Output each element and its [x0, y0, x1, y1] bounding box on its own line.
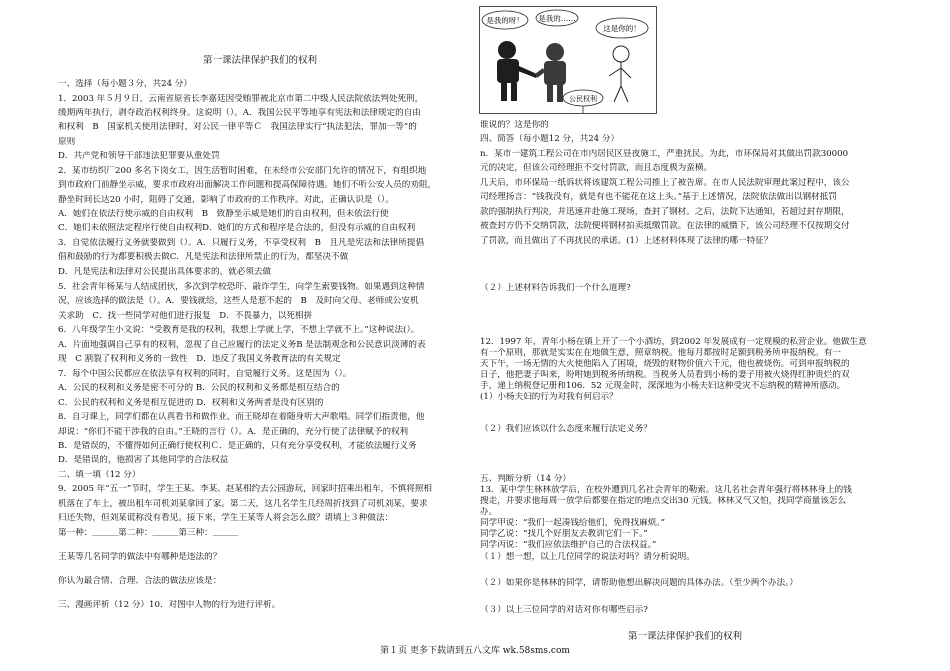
page-footer: 第１页 更多下载请到五八文库 wk.58sms.com: [380, 646, 570, 656]
question-line: 手，递上纳税登记册和106．52 元现金时，深深地为小杨夫妇这种受灾不忘纳税的精神所感动。: [480, 381, 846, 391]
question-line: 3．自觉依法履行义务就要做到（）。A．只履行义务，不享受权利 B 且凡是宪法和法律所提倡: [58, 238, 425, 248]
section-heading-fill: 二、填一填（12 分）: [58, 470, 141, 480]
question-line: 被查封方仍不交纳罚款，法院便将钢材拍卖抵缴罚款。在法律的威慑下，该公司经理不仅按期交付: [480, 221, 850, 231]
question-line: 办。: [480, 507, 498, 517]
page-title: 第一课法律保护我们的权利: [203, 55, 318, 66]
question-line: 13．某中学生林林放学后，在校外遭到几名社会青年的勒索。这几名社会青年强行将林林身上的钱: [480, 485, 852, 495]
question-line: （１）想一想，以上几位同学的说法对吗？请分析说明。: [480, 552, 695, 562]
question-line: 6．八年级学生小文说：“受教育是我的权利，我想上学就上学，不想上学就不上。”这种说法(）。: [58, 325, 420, 335]
question-line: 却说：“你们不能干涉我的自由。”王晓的言行（）。A．是正确的，充分行使了法律赋予的权利: [58, 427, 409, 437]
fill-blanks: 第一种：＿＿＿第二种：＿＿＿第三种：＿＿＿: [58, 528, 239, 538]
question-line: B．是错误的，不懂得如何正确行使权利Ｃ．是正确的，只有充分享受权利，才能依法履行义务: [58, 441, 417, 451]
question-line: （２）我们应该以什么态度来履行法定义务？: [480, 424, 652, 434]
question-line: 缓期两年执行，剥夺政治权利终身。这说明（）。A．我国公民平等地享有宪法和法律规定的自由: [58, 108, 421, 118]
question-line: 静坐时间长达20 小时，阻碍了交通，影响了市政府的工作秩序。对此，正确认识是（）。: [58, 195, 394, 205]
comic-bubble-right: 这是你的！: [603, 24, 641, 33]
question-line: A．片面地强调自己享有的权利，忽视了自己应履行的法定义务B 是法制观念和公民意识淡薄的表: [58, 340, 426, 350]
question-line: 2．某市纺织厂200 多名下岗女工，因生活暂时困难，在未经市公安部门允许的情况下，有组织地: [58, 166, 427, 176]
question-line: 日子，他把妻子叫来，吩咐她到税务所纳税。当税务人员看到小杨的妻子用被火烧得红肿贵烂的双: [480, 370, 850, 380]
repeat-title: 第一课法律保护我们的权利: [628, 631, 743, 642]
section-heading-comic: 三、漫画评析（12 分）10．对图中人物的行为进行评析。: [58, 600, 281, 610]
comic-bubble-mid: 是我的……: [538, 14, 576, 23]
question-line: 12．1997 年，青年小杨在镇上开了一个小酒坊，到2002 年发展成有一定规模的私营企业。他做生意: [480, 337, 867, 347]
comic-sign: 公民权利: [569, 95, 597, 103]
question-line: 关求助 C．找一些同学对他们进行报复 D．不畏暴力，以死相拼: [58, 311, 313, 321]
question-line: 归还失物，但刘某谎称没有看见。接下来，学生王某等人将会怎么做？请填上３种做法：: [58, 513, 394, 523]
question-line: 现 C 割裂了权利和义务的一致性 D．违反了我国义务教育法的有关规定: [58, 354, 341, 364]
question-line: C．公民的权利和义务是相互促进的 D．权利和义务两者是没有区别的: [58, 398, 324, 408]
question-line: 款的强制执行判决，并迅速并赴施工现场，查封了钢材。之后，法院下达通知，若超过封存期限，: [480, 207, 850, 217]
question-line: 倡和鼓励的行为都要积极去做C．凡是宪法和法律所禁止的行为，都坚决不做: [58, 252, 349, 262]
comic-illustration: [479, 6, 657, 114]
question-line: 元的决定，但该公司经理拒不交付罚款，而且态度极为蛮横。: [480, 163, 713, 173]
question-line: 司经理扬言：“钱我没有，就是有也不能花在这上头。”基于上述情况，法院依法做出以钢材抵罚: [480, 192, 837, 202]
section-heading-choice: 一、选择（每小题３分，共24 分）: [58, 79, 192, 89]
question-line: 天下午，一场无情的大火使他陷入了困境，烧毁的财物价值六千元，他也被烧伤。可到申报纳税的: [480, 359, 850, 369]
question-line: A．她们在依法行使示威的自由权利 B 致静坐示威是她们的自由权利，但未依法行使: [58, 209, 389, 219]
question-line: 原则: [58, 137, 76, 147]
question-line: 有一个原则，那就是实实在在地做生意，照章纳税。他每月都按时足额到税务所申报纳税。有一: [480, 348, 841, 358]
question-line: 9．2005 年“五一”节时，学生王某、李某、赵某相约去公园游玩，回家时招乘出租车，不慎将照相: [58, 484, 433, 494]
section-heading-judge: 五、判断分析（14 分）: [480, 474, 572, 484]
question-line: 5．社会青年杨某与人结成团伙，多次到学校恐吓、敲诈学生，向学生索要钱物。如果遇到这种情: [58, 282, 425, 292]
question-line: （２）如果你是林林的同学，请帮助他想出解决问题的具体办法。（至少两个办法。）: [480, 578, 798, 588]
comic-bubble-left: 是我的呀！: [486, 16, 524, 25]
question-line: 同学甲说：“我们一起凑钱给他们，免得找麻烦。”: [480, 518, 665, 528]
question-line: D．凡是宪法和法律对公民提出具体要求的，就必须去做: [58, 267, 272, 277]
section-heading-short-answer: 四、简答（每小题12 分，共24 分）: [480, 134, 620, 144]
question-line: (1）小杨夫妇的行为对我有何启示？: [480, 392, 618, 402]
question-line: D．是错误的，他损害了其他同学的合法权益: [58, 455, 229, 465]
question-line: 1．2003 年５月９日，云南省原省长李嘉廷因受贿罪被北京市第二中级人民法院依法判处死刑，: [58, 94, 424, 104]
question-line: 王某等几名同学的做法中有哪种是违法的？: [58, 552, 222, 562]
question-line: 你认为最合情、合理、合法的做法应该是：: [58, 576, 222, 586]
question-line: C．她们未依照法定程序行使自由权利D．她们的方式和程序是合法的，但没有示威的自由权利: [58, 223, 416, 233]
comic-answer: 谁说的？这是你的: [480, 120, 549, 130]
question-line: 机落在了车上，被出租车司机刘某拿回了家。第二天，这几名学生几经周折找到了司机刘某，要求: [58, 499, 428, 509]
question-line: 和权利 B 国家机关使用法律时，对公民一律平等Ｃ 我国法律实行“执法犯法，罪加一等”的: [58, 122, 417, 132]
question-line: 况，应该选择的做法是（）。A．要钱就给，这些人是惹不起的 B 及时向父母、老师或公安机: [58, 296, 419, 306]
question-line: 了罚款，而且做出了不再扰民的承诺。(1）上述材料体现了法律的哪一特征？: [480, 236, 773, 246]
question-line: A．公民的权利和义务是密不可分的 B．公民的权利和义务都是相互结合的: [58, 383, 340, 393]
question-line: 7．每个中国公民都应在依法享有权利的同时，自觉履行义务。这是因为（）。: [58, 369, 352, 379]
question-line: 搜走，并要求他每周一放学后都要在指定的地点交出30 元钱。林林又气又怕，找同学商量该怎么: [480, 496, 847, 506]
question-line: D．共产党和领导干部违法犯罪要从重处罚: [58, 151, 220, 161]
question-line: 同学丙说：“我们应依法维护自己的合法权益。”: [480, 540, 657, 550]
question-line: n．某市一建筑工程公司在市内居民区昼夜施工，严重扰民。为此，市环保局对其做出罚款30000: [480, 149, 849, 159]
question-line: （３）以上三位同学的对话对你有哪些启示?: [480, 605, 648, 615]
question-line: 到市政府门前静坐示威，要求市政府出面解决工作问题和提高保障待遇。她们不听公安人员的劝阻，: [58, 180, 437, 190]
question-line: 同学乙说：“找几个好朋友去教训它们一下。”: [480, 529, 648, 539]
question-line: （２）上述材料告诉我们一个什么道理?: [480, 283, 631, 293]
question-line: 几天后，市环保局一纸诉状将该建筑工程公司推上了被告席。在市人民法院审理此案过程中，该公: [480, 178, 850, 188]
question-line: 8．自习课上，同学们都在认真看书和做作业，而王晓却在着随身听大声歌唱。同学们指责他，他: [58, 412, 425, 422]
